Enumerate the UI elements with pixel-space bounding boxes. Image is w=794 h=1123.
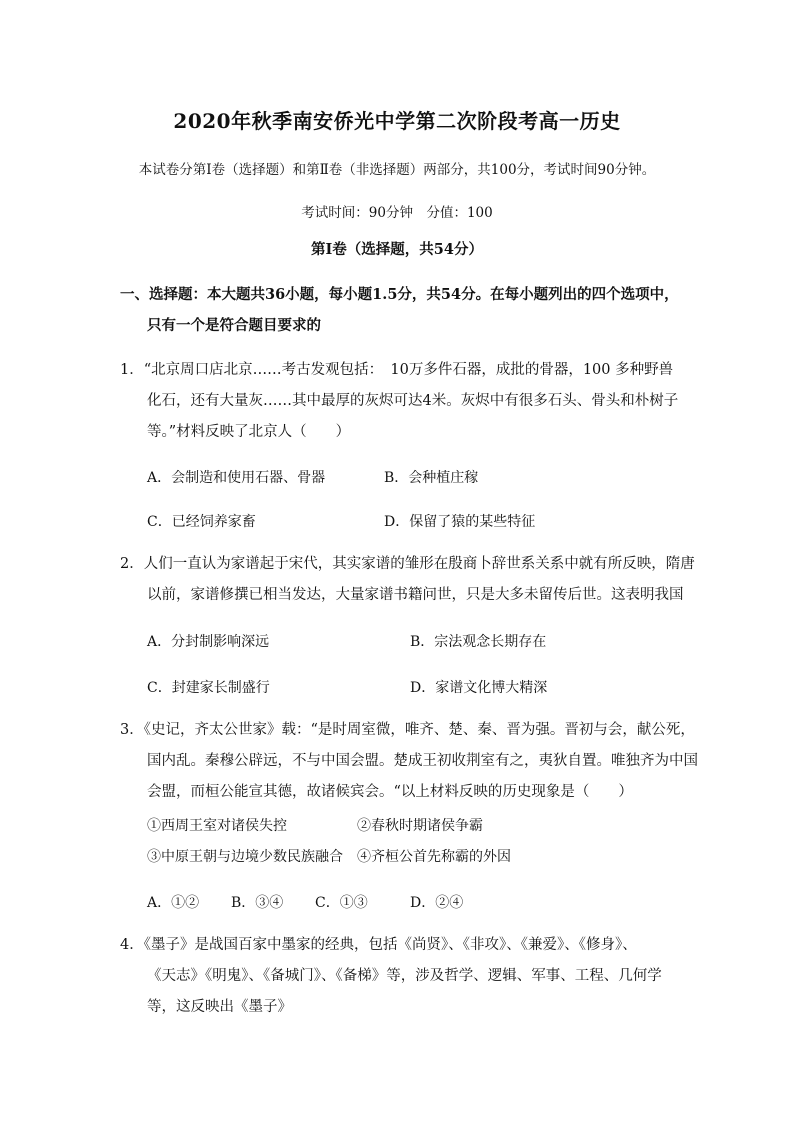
question-3-item-2: ②春秋时期诸侯争霸 [357, 818, 483, 834]
question-3-option-b: B．③④ [231, 895, 284, 911]
question-2-option-a: A．分封制影响深远 [147, 634, 270, 650]
question-2 [120, 549, 695, 611]
question-4-line-2: 《天志》《明鬼》、《备城门》、《备梯》等，涉及哲学、逻辑、军事、工程、几何学 [147, 968, 662, 984]
part-one-heading: 第Ⅰ卷（选择题，共54分） [311, 241, 483, 258]
exam-intro: 本试卷分第Ⅰ卷（选择题）和第Ⅱ卷（非选择题）两部分，共100分，考试时间90分钟。 [138, 162, 656, 178]
section-one-line-1: 一、选择题：本大题共36小题，每小题1.5分，共54分。在每小题列出的四个选项中， [120, 286, 679, 303]
question-3-line-3: 会盟，而桓公能宣其德，故诸候宾会。“以上材料反映的历史现象是（ ） [147, 784, 633, 800]
question-3-line-2: 国内乱。秦穆公辟远，不与中国会盟。楚成王初收荆室有之，夷狄自置。唯独齐为中国 [147, 753, 698, 769]
question-2-line-2: 以前，家谱修撰已相当发达，大量家谱书籍问世，只是大多未留传后世。这表明我国 [147, 587, 684, 603]
question-1-line-1: 1．“北京周口店北京……考古发观包括： 10万多件石器，成批的骨器，100 多种野兽 [120, 362, 674, 378]
question-2-option-c: C．封建家长制盛行 [147, 680, 270, 696]
question-1-line-3: 等。”材料反映了北京人（ ） [147, 424, 351, 440]
question-3-option-a: A．①② [147, 895, 200, 911]
question-2-option-d: D．家谱文化博大精深 [410, 680, 548, 696]
question-1-option-c: C．已经饲养家畜 [147, 514, 256, 530]
question-4 [120, 930, 680, 1023]
question-1-line-2: 化石，还有大量灰……其中最厚的灰烬可达4米。灰烬中有很多石头、骨头和朴树子 [147, 393, 679, 409]
question-3-line-1: 3．《史记，齐太公世家》载：“是时周室微，唯齐、楚、秦、晋为强。晋初与会，献公死， [120, 722, 695, 738]
question-4-line-3: 等，这反映出《墨子》 [147, 999, 292, 1015]
question-1-option-a: A．会制造和使用石器、骨器 [147, 470, 326, 486]
exam-time-score: 考试时间：90分钟 分值：100 [301, 205, 493, 221]
section-one-line-2: 只有一个是符合题目要求的 [147, 317, 321, 334]
question-3-item-3: ③中原王朝与边境少数民族融合 [147, 849, 343, 865]
question-3 [120, 715, 698, 808]
question-2-line-1: 2．人们一直认为家谱起于宋代，其实家谱的雏形在殷商卜辞世系关系中就有所反映，隋唐 [120, 556, 695, 572]
question-3-option-c: C．①③ [315, 895, 368, 911]
question-3-option-d: D．②④ [410, 895, 464, 911]
section-one-instructions [120, 279, 680, 341]
question-2-option-b: B．宗法观念长期存在 [410, 634, 547, 650]
question-1-option-d: D．保留了猿的某些特征 [384, 514, 536, 530]
question-3-item-1: ①西周王室对诸侯失控 [147, 818, 287, 834]
question-3-item-4: ④齐桓公首先称霸的外因 [357, 849, 511, 865]
exam-title: 2020年秋季南安侨光中学第二次阶段考高一历史 [173, 109, 621, 133]
question-1 [120, 355, 680, 448]
question-4-line-1: 4．《墨子》是战国百家中墨家的经典，包括《尚贤》、《非攻》、《兼爱》、《修身》、 [120, 937, 637, 953]
question-1-option-b: B．会种植庄稼 [384, 470, 479, 486]
